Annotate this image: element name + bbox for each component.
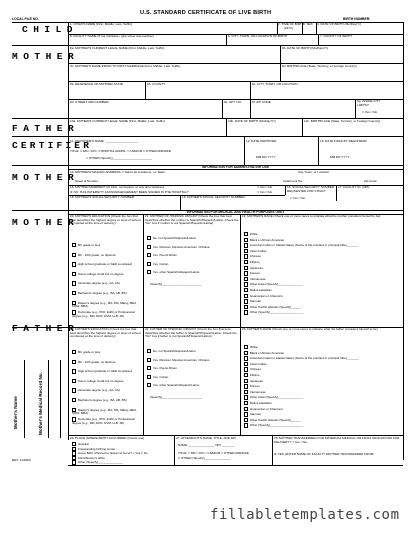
father-race-option-label: Korean <box>249 384 260 389</box>
checkbox-icon[interactable] <box>147 375 151 379</box>
field-17-facility-id[interactable]: 17. FACILITY ID. (NPI) <box>338 185 370 189</box>
checkbox-icon[interactable] <box>72 369 76 373</box>
field-1-child-name[interactable]: 1. CHILD'S NAME (First, Middle, Last, Suffix) <box>70 22 132 26</box>
checkbox-icon[interactable] <box>72 379 76 383</box>
father-hispanic-option-label: Yes, Mexican, Mexican American, Chicano <box>152 357 210 362</box>
field-9d-street[interactable]: 9d. STREET AND NUMBER <box>70 100 109 104</box>
father-hispanic-option-0[interactable] <box>147 349 239 353</box>
field-11-certifier-name[interactable]: 11. CERTIFIER'S NAME: ___________________ <box>70 139 139 143</box>
father-education-option-6[interactable] <box>72 408 142 416</box>
field-8c-mother-maiden-name[interactable]: 8c. MOTHER'S NAME PRIOR TO FIRST MARRIAGE (First, Middle, Last, Suffix) <box>70 64 181 68</box>
field-13-date-filed[interactable]: 13. DATE FILED BY REGISTRAR <box>320 139 367 143</box>
field-10c-father-birthplace[interactable]: 10c. BIRTHPLACE (State, Territory, or Foreign Country) <box>304 119 381 123</box>
field-16-yes-no[interactable]: □ Yes □ No <box>290 196 306 200</box>
field-15-yes-no[interactable]: □ Yes □ No <box>257 185 273 189</box>
mother-hispanic-option-3[interactable] <box>147 262 239 266</box>
checkbox-icon[interactable] <box>244 395 248 399</box>
local-file-no: LOCAL FILE NO. <box>12 17 39 21</box>
mother-education-option-4[interactable] <box>72 281 142 285</box>
field-16-ssn-requested[interactable]: 16. SOCIAL SECURITY NUMBER REQUESTED FOR CHILD? <box>287 185 335 193</box>
checkbox-icon[interactable] <box>244 367 248 371</box>
birth-place-option-label: Home Birth: Planned to deliver at home? □ Yes □ No <box>77 451 148 456</box>
checkbox-icon[interactable] <box>244 384 248 388</box>
mother-race-option-9[interactable] <box>244 282 402 286</box>
mother-education-option-label: 9th - 12th grade, no diploma <box>77 252 116 257</box>
checkbox-icon[interactable] <box>72 360 76 364</box>
father-race-option-label: Other Asian (Specify)_______________ <box>249 395 304 400</box>
section-father: FATHER <box>12 123 80 134</box>
checkbox-icon[interactable] <box>244 351 248 355</box>
mother-education-option-label: 8th grade or less <box>77 243 101 247</box>
mother-education-option-label: Master's degree (e.g., MA, MS, MEng, MEd, MSW, MBA) <box>72 300 137 308</box>
father-education-option-label: Some college credit but no degree <box>77 378 124 383</box>
checkbox-icon[interactable] <box>244 356 248 360</box>
mother-race-option-7[interactable] <box>244 271 402 275</box>
section-certifier: CERTIFIER <box>12 140 93 151</box>
father-race-option-13[interactable] <box>244 418 402 422</box>
mother-race-option-2[interactable] <box>244 243 402 247</box>
field-24-specify[interactable]: (Specify)_______________________ <box>150 395 202 399</box>
father-race-option-8[interactable] <box>244 390 402 394</box>
checkbox-icon[interactable] <box>147 366 151 370</box>
checkbox-icon[interactable] <box>244 288 248 292</box>
mother-race-option-6[interactable] <box>244 266 402 270</box>
father-race-option-11[interactable] <box>244 407 402 411</box>
father-race-option-0[interactable] <box>244 345 402 349</box>
field-8b-mother-dob[interactable]: 8b. DATE OF BIRTH (Mo/Day/Yr) <box>282 46 328 50</box>
father-race-option-label: Vietnamese <box>249 389 266 394</box>
certifier-title-options[interactable]: TITLE: □ MD □ DO □ HOSPITAL ADMIN. □ CNM/CM □ OTHER MIDWIFE <box>70 149 171 153</box>
mother-education-option-label: Some college credit but no degree <box>77 271 124 276</box>
checkbox-icon[interactable] <box>244 305 248 309</box>
mother-race-option-label: Korean <box>249 271 260 276</box>
field-9g-inside-city-limits[interactable]: 9g. INSIDE CITY LIMITS? <box>357 99 381 107</box>
field-14-street[interactable]: Street & Number: <box>75 179 99 183</box>
mother-education-option-label: Doctorate (e.g., PhD, EdD) or Professional degree (e.g., MD, DDS, DVM, LLB, JD) <box>72 310 135 318</box>
mother-race-option-14[interactable] <box>244 310 402 314</box>
father-education-option-7[interactable] <box>72 417 142 425</box>
checkbox-icon[interactable] <box>147 236 151 240</box>
checkbox-icon[interactable] <box>72 398 76 402</box>
father-education-option-5[interactable] <box>72 398 142 402</box>
mother-race-option-label: Chinese <box>249 254 261 259</box>
field-21-mother-hispanic: 21. MOTHER OF HISPANIC ORIGIN? (Check the box that best describes whether the mother is Spanish/Hispanic/Latina. Check the "No" box if mother is not Spanish/Hispanic/Latina) <box>145 214 239 226</box>
father-hispanic-option-label: No, not Spanish/Hispanic/Latino <box>152 349 196 353</box>
father-race-option-6[interactable] <box>244 379 402 383</box>
birth-place-option-label: Freestanding birthing center <box>77 446 116 451</box>
checkbox-icon[interactable] <box>147 349 151 353</box>
mother-race-option-label: Native Hawaiian <box>249 288 272 292</box>
checkbox-icon[interactable] <box>244 271 248 275</box>
checkbox-icon[interactable] <box>244 418 248 422</box>
field-27-title[interactable]: TITLE: □ MD □ DO □ CNM/CM □ OTHER MIDWIFE <box>178 451 249 455</box>
field-6-city-of-birth[interactable]: 6. CITY, TOWN, OR LOCATION OF BIRTH <box>228 34 288 38</box>
mother-race-option-10[interactable] <box>244 288 402 292</box>
mother-hispanic-option-label: Yes, Cuban <box>152 261 169 266</box>
watermark: fillabletemplates.com <box>210 507 400 523</box>
mother-hispanic-option-0[interactable] <box>147 236 239 240</box>
mother-hispanic-option-label: Yes, other Spanish/Hispanic/Latina <box>152 270 200 274</box>
mother-race-option-12[interactable] <box>244 299 402 303</box>
mother-race-option-label: Other Pacific Islander (Specify)______ <box>249 304 302 309</box>
field-15-paternity-yes-no[interactable]: □ Yes □ No <box>257 190 273 194</box>
checkbox-icon[interactable] <box>244 373 248 377</box>
checkbox-icon[interactable] <box>72 350 76 354</box>
mother-race-option-label: Other (Specify)____________________ <box>249 310 304 315</box>
field-15-mother-married[interactable]: 15. MOTHER MARRIED? (At birth, conception, or any time between) <box>70 185 165 189</box>
checkbox-icon[interactable] <box>244 379 248 383</box>
mother-education-option-label: High school graduate or GED completed <box>77 262 132 267</box>
checkbox-icon[interactable] <box>72 388 76 392</box>
father-education-option-label: Doctorate (e.g., PhD, EdD) or Professional degree (e.g., MD, DDS, DVM, LLB, JD) <box>72 417 135 425</box>
father-race-option-label: Filipino <box>249 373 260 377</box>
field-25-father-race: 25. FATHER'S RACE (Check one or more races to indicate what the father considers himself to be) <box>242 327 378 331</box>
field-3-sex[interactable]: 3. SEX <box>303 22 313 26</box>
father-race-option-label: American Indian or Alaska Native (Name of the enrolled or principal tribe)_______ <box>249 356 359 361</box>
mother-race-option-0[interactable] <box>244 232 402 236</box>
field-20-mother-education: 20. MOTHER'S EDUCATION (Check the box that best describes the highest degree or level of school completed at the time of delivery) <box>70 214 141 226</box>
checkbox-icon[interactable] <box>244 401 248 405</box>
field-9g-yes-no[interactable]: □ Yes □ No <box>362 110 378 114</box>
father-education-option-3[interactable] <box>72 379 142 383</box>
section-mother-admin: MOTHER <box>12 172 80 183</box>
section-mother-medical: MOTHER <box>12 217 80 228</box>
field-9c-city[interactable]: 9c. CITY, TOWN, OR LOCATION <box>252 82 298 86</box>
father-hispanic-option-label: Yes, other Spanish/Hispanic/Latino <box>152 383 200 387</box>
father-education-option-0[interactable] <box>72 350 142 354</box>
father-education-option-label: 8th grade or less <box>77 350 101 354</box>
mother-race-option-label: Japanese <box>249 265 263 270</box>
father-race-option-label: Chinese <box>249 367 261 372</box>
birth-place-option-label: Hospital <box>77 442 89 446</box>
checkbox-icon[interactable] <box>244 266 248 270</box>
checkbox-icon[interactable] <box>72 262 76 266</box>
checkbox-icon[interactable] <box>147 262 151 266</box>
checkbox-icon[interactable] <box>72 243 76 247</box>
father-hispanic-option-2[interactable] <box>147 366 239 370</box>
mother-race-option-label: Samoan <box>249 299 262 304</box>
mother-race-option-label: Filipino <box>249 260 260 264</box>
field-2-time-of-birth[interactable]: 2. TIME OF BIRTH <box>278 22 305 26</box>
medical-use-band: INFORMATION FOR MEDICAL AND HEALTH PURPOSES ONLY <box>186 210 285 214</box>
field-27-name-npi[interactable]: NAME: _______________ NPI: _______ <box>178 443 235 447</box>
checkbox-icon[interactable] <box>72 291 76 295</box>
checkbox-icon[interactable] <box>244 282 248 286</box>
mother-education-option-2[interactable] <box>72 262 142 266</box>
checkbox-icon[interactable] <box>244 249 248 253</box>
field-2-24hr: (24 hr) <box>284 26 294 30</box>
birth-place-option-label: Other (Specify)_______________ <box>77 460 124 465</box>
field-22-mother-race: 22. MOTHER'S RACE (Check one or more races to indicate what the mother considers herself to be) <box>242 214 381 218</box>
father-race-option-label: Guamanian or Chamorro <box>249 406 284 411</box>
father-race-option-10[interactable] <box>244 401 402 405</box>
side-medical-record: Mother's Medical Record No. <box>38 372 43 435</box>
mother-race-option-label: White <box>249 232 258 236</box>
checkbox-icon[interactable] <box>244 345 248 349</box>
father-race-option-label: Other Pacific Islander (Specify)______ <box>249 417 302 422</box>
mother-education-option-6[interactable] <box>72 301 142 309</box>
father-race-option-label: Black or African American <box>249 350 285 355</box>
field-28-facility-name[interactable]: IF YES, ENTER NAME OF FACILITY MOTHER TRANSFERRED FROM: <box>274 452 375 456</box>
field-9b-county[interactable]: 9b. COUNTY <box>147 82 166 86</box>
side-mothers-name: Mother's Name <box>13 396 18 429</box>
father-education-option-label: High school graduate or GED completed <box>77 369 132 374</box>
father-race-option-label: Asian Indian <box>249 361 267 366</box>
field-27-other[interactable]: □ OTHER (Specify)_______________ <box>178 456 231 460</box>
father-hispanic-option-4[interactable] <box>147 383 239 387</box>
father-race-option-14[interactable] <box>244 423 402 427</box>
field-9e-apt[interactable]: 9e. APT. NO. <box>224 100 242 104</box>
mother-education-option-label: Bachelor's degree (e.g., BA, AB, BS) <box>77 291 127 295</box>
field-9f-zip[interactable]: 9f. ZIP CODE <box>252 100 271 104</box>
field-7-county-of-birth[interactable]: 7. COUNTY OF BIRTH <box>320 34 352 38</box>
field-8a-mother-legal-name[interactable]: 8a. MOTHER'S CURRENT LEGAL NAME (First, Middle, Last, Suffix) <box>70 46 165 50</box>
checkbox-icon[interactable] <box>244 294 248 298</box>
mother-education-option-label: Associate degree (e.g., AA, AS) <box>77 281 120 286</box>
checkbox-icon[interactable] <box>72 281 76 285</box>
mother-race-option-8[interactable] <box>244 277 402 281</box>
field-19-father-ssn[interactable]: 19. FATHER'S SOCIAL SECURITY NUMBER: <box>182 195 246 199</box>
checkbox-icon[interactable] <box>147 358 151 362</box>
mother-education-option-1[interactable] <box>72 253 142 257</box>
field-12-format: MM DD YYYY <box>256 155 276 159</box>
form-title: U.S. STANDARD CERTIFICATE OF LIVE BIRTH <box>140 10 272 16</box>
birth-number: BIRTH NUMBER: <box>343 17 371 21</box>
father-hispanic-option-label: Yes, Puerto Rican <box>152 366 177 370</box>
father-race-option-label: White <box>249 345 258 349</box>
field-14-apt[interactable]: Apartment No.: <box>283 179 304 183</box>
field-14-city[interactable]: City, Town, or Location: <box>298 170 330 174</box>
father-race-option-2[interactable] <box>244 356 402 360</box>
checkbox-icon[interactable] <box>147 253 151 257</box>
section-father-medical: FATHER <box>12 323 80 334</box>
checkbox-icon[interactable] <box>244 260 248 264</box>
checkbox-icon[interactable] <box>244 407 248 411</box>
father-race-option-label: Japanese <box>249 378 263 383</box>
mother-education-option-7[interactable] <box>72 310 142 318</box>
field-10a-father-legal-name[interactable]: 10a. FATHER'S CURRENT LEGAL NAME (First, Middle, Last, Suffix) <box>70 119 165 123</box>
mother-race-option-label: Guamanian or Chamorro <box>249 293 284 298</box>
checkbox-icon[interactable] <box>244 243 248 247</box>
mother-race-option-1[interactable] <box>244 238 402 242</box>
field-15-paternity[interactable]: IF NO, HAS PATERNITY ACKNOWLEDGEMENT BEEN SIGNED IN THE HOSPITAL? <box>70 190 189 194</box>
father-hispanic-option-3[interactable] <box>147 375 239 379</box>
father-race-option-7[interactable] <box>244 384 402 388</box>
mother-hispanic-option-label: No, not Spanish/Hispanic/Latina <box>152 236 196 240</box>
father-hispanic-option-1[interactable] <box>147 358 239 362</box>
checkbox-icon[interactable] <box>244 412 248 416</box>
field-14-zip[interactable]: Zip Code: <box>364 179 378 183</box>
mother-race-option-4[interactable] <box>244 254 402 258</box>
father-race-option-label: Native Hawaiian <box>249 401 272 405</box>
mother-race-option-3[interactable] <box>244 249 402 253</box>
field-9a-residence-state[interactable]: 9a. RESIDENCE OF MOTHER-STATE <box>70 82 124 86</box>
father-race-option-4[interactable] <box>244 367 402 371</box>
mother-race-option-label: Other Asian (Specify)_______________ <box>249 282 304 287</box>
field-26-place-of-birth: 26. PLACE WHERE BIRTH OCCURRED (Check one) <box>70 436 145 440</box>
father-education-option-1[interactable] <box>72 360 142 364</box>
checkbox-icon[interactable] <box>244 277 248 281</box>
father-race-option-5[interactable] <box>244 373 402 377</box>
father-race-option-9[interactable] <box>244 395 402 399</box>
father-race-option-3[interactable] <box>244 362 402 366</box>
mother-race-option-label: Vietnamese <box>249 276 266 281</box>
field-4-date-of-birth[interactable]: 4. DATE OF BIRTH (Mo/Day/Yr) <box>317 22 362 26</box>
field-8d-mother-birthplace[interactable]: 8d. BIRTHPLACE (State, Territory, or Foreign Country) <box>282 64 357 68</box>
admin-use-band: INFORMATION FOR ADMINISTRATIVE USE <box>201 165 270 169</box>
father-education-option-label: Master's degree (e.g., MA, MS, MEng, MEd, MSW, MBA) <box>72 407 137 415</box>
mother-hispanic-option-2[interactable] <box>147 253 239 257</box>
field-28-transferred[interactable]: 28. MOTHER TRANSFERRED FOR MATERNAL MEDICAL OR FETAL INDICATIONS FOR DELIVERY? □ Yes □ No <box>274 436 400 444</box>
father-education-option-label: Associate degree (e.g., AA, AS) <box>77 388 120 393</box>
checkbox-icon[interactable] <box>244 254 248 258</box>
checkbox-icon[interactable] <box>147 270 151 274</box>
field-14-mailing-address[interactable]: 14. MOTHER'S MAILING ADDRESS: □ Same as residence, or: State: <box>70 170 166 174</box>
certifier-title-other[interactable]: □ OTHER (Specify)_______________________ <box>86 156 153 160</box>
field-10b-father-dob[interactable]: 10b. DATE OF BIRTH (Mo/Day/Yr) <box>228 119 276 123</box>
field-23-father-education: 23. FATHER'S EDUCATION (Check the box that best describes the highest degree or level of school completed at the time of delivery) <box>70 327 141 339</box>
checkbox-icon[interactable] <box>147 383 151 387</box>
father-race-option-12[interactable] <box>244 412 402 416</box>
revision: REV. 11/2003 <box>12 458 31 462</box>
mother-education-option-3[interactable] <box>72 272 142 276</box>
checkbox-icon[interactable] <box>72 272 76 276</box>
field-24-father-hispanic: 24. FATHER OF HISPANIC ORIGIN? (Check the box that best describes whether the father is Spanish/Hispanic/Latino. Check the "No" box if father is not Spanish/Hispanic/Latino) <box>145 327 237 339</box>
father-education-option-label: 9th - 12th grade, no diploma <box>77 359 116 364</box>
mother-race-option-label: Black or African American <box>249 237 285 242</box>
section-mother: MOTHER <box>12 51 80 62</box>
field-21-specify[interactable]: (Specify)_______________________ <box>150 282 202 286</box>
checkbox-icon[interactable] <box>244 232 248 236</box>
mother-race-option-11[interactable] <box>244 294 402 298</box>
field-12-date-certified[interactable]: 12. DATE CERTIFIED <box>246 139 277 143</box>
father-race-option-label: Samoan <box>249 412 262 417</box>
mother-race-option-13[interactable] <box>244 305 402 309</box>
checkbox-icon[interactable] <box>244 310 248 314</box>
checkbox-icon[interactable] <box>244 299 248 303</box>
field-13-format: MM DD YYYY <box>330 155 350 159</box>
mother-hispanic-option-4[interactable] <box>147 270 239 274</box>
mother-hispanic-option-1[interactable] <box>147 245 239 249</box>
checkbox-icon[interactable] <box>244 362 248 366</box>
father-race-option-1[interactable] <box>244 351 402 355</box>
father-education-option-4[interactable] <box>72 388 142 392</box>
field-27-attendant: 27. ATTENDANT'S NAME, TITLE, AND NPI <box>176 436 236 440</box>
mother-race-option-label: American Indian or Alaska Native (Name of the enrolled or principal tribe)_______ <box>249 243 359 248</box>
mother-race-option-5[interactable] <box>244 260 402 264</box>
field-18-mother-ssn[interactable]: 18. MOTHER'S SOCIAL SECURITY NUMBER: <box>70 195 135 199</box>
mother-hispanic-option-label: Yes, Puerto Rican <box>152 253 177 257</box>
mother-race-option-label: Asian Indian <box>249 248 267 253</box>
mother-education-option-0[interactable] <box>72 243 142 247</box>
birth-place-option-label: Clinic/Doctor's office <box>77 455 105 460</box>
checkbox-icon[interactable] <box>147 245 151 249</box>
checkbox-icon[interactable] <box>244 390 248 394</box>
field-5-facility-name[interactable]: 5. FACILITY NAME (If not institution, give street and number) <box>70 34 154 38</box>
father-hispanic-option-label: Yes, Cuban <box>152 374 169 379</box>
father-race-option-label: Other (Specify)____________________ <box>249 423 304 428</box>
father-education-option-2[interactable] <box>72 369 142 373</box>
father-education-option-label: Bachelor's degree (e.g., BA, AB, BS) <box>77 398 127 402</box>
checkbox-icon[interactable] <box>72 253 76 257</box>
section-child: CHILD <box>22 24 79 35</box>
mother-education-option-5[interactable] <box>72 291 142 295</box>
mother-hispanic-option-label: Yes, Mexican, Mexican American, Chicana <box>152 244 210 249</box>
checkbox-icon[interactable] <box>244 423 248 427</box>
checkbox-icon[interactable] <box>244 238 248 242</box>
